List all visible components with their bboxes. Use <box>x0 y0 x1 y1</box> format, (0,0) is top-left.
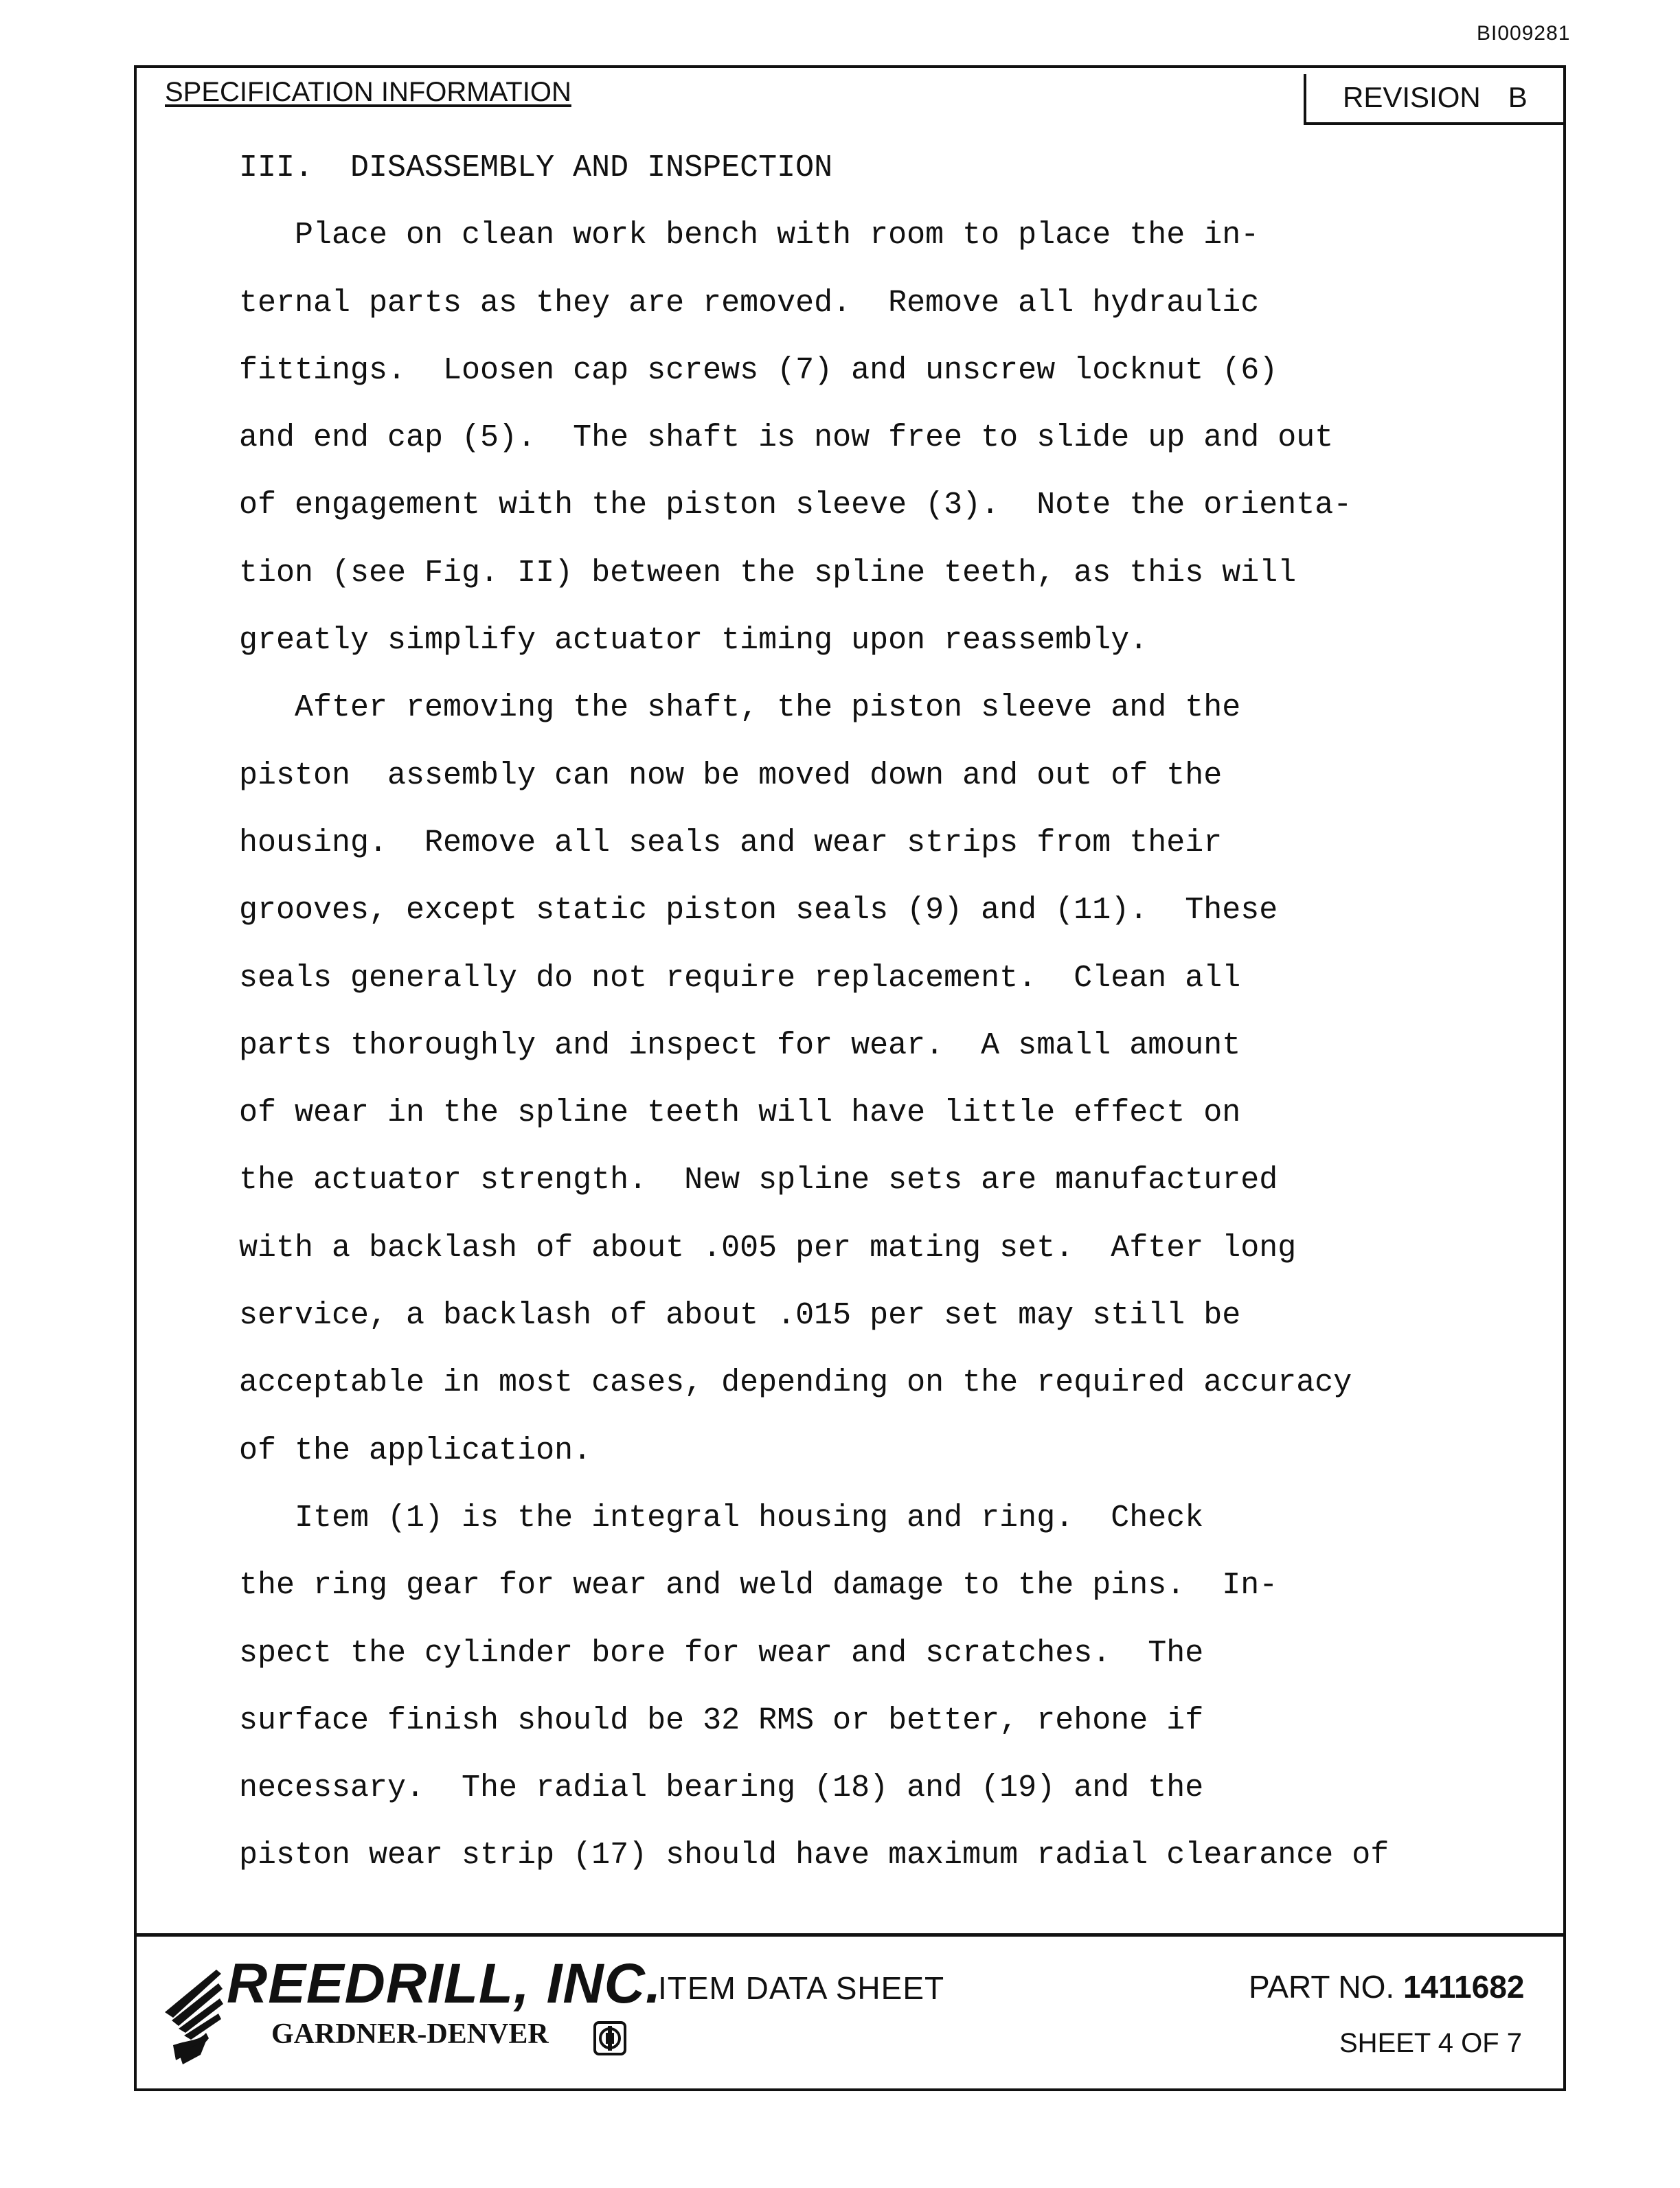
body-line: surface finish should be 32 RMS or better, rehone if <box>239 1702 1204 1738</box>
gardner-denver-emblem-icon <box>593 2020 627 2056</box>
body-line: housing. Remove all seals and wear strips from their <box>239 825 1223 861</box>
body-line: ternal parts as they are removed. Remove all hydraulic <box>239 285 1260 321</box>
body-line: After removing the shaft, the piston sleeve and the <box>239 690 1241 726</box>
body-line: acceptable in most cases, depending on the required accuracy <box>239 1365 1352 1401</box>
body-line: necessary. The radial bearing (18) and (19) and the <box>239 1770 1204 1806</box>
body-line: greatly simplify actuator timing upon reassembly. <box>239 623 1148 659</box>
body-line: grooves, except static piston seals (9) and (11). These <box>239 893 1278 928</box>
revision-letter: B <box>1508 81 1528 113</box>
revision-label: REVISION <box>1343 81 1481 113</box>
body-line: the ring gear for wear and weld damage to the pins. In- <box>239 1568 1278 1604</box>
body-line: service, a backlash of about .015 per set may still be <box>239 1298 1241 1334</box>
section-title: III. DISASSEMBLY AND INSPECTION <box>239 150 833 185</box>
body-line: of wear in the spline teeth will have little effect on <box>239 1095 1241 1131</box>
sheet-number: SHEET 4 OF 7 <box>1339 2028 1523 2058</box>
spec-info-label: SPECIFICATION INFORMATION <box>165 77 571 107</box>
body-line: with a backlash of about .005 per mating set. After long <box>239 1230 1297 1266</box>
body-line: and end cap (5). The shaft is now free to slide up and out <box>239 420 1334 456</box>
drill-bit-icon <box>158 1964 227 2067</box>
body-line: tion (see Fig. II) between the spline teeth, as this will <box>239 555 1297 591</box>
body-line: Place on clean work bench with room to place the in- <box>239 218 1260 253</box>
body-line: Item (1) is the integral housing and ring. Check <box>239 1500 1204 1536</box>
parent-company: GARDNER-DENVER <box>271 2018 549 2050</box>
company-logo <box>158 1952 662 2074</box>
document-id: BI009281 <box>1477 22 1571 45</box>
body-line: fittings. Loosen cap screws (7) and unscrew locknut (6) <box>239 352 1278 388</box>
body-line: of engagement with the piston sleeve (3). Note the orienta- <box>239 488 1352 523</box>
company-name: REEDRILL, INC. <box>227 1952 662 2015</box>
document-body <box>239 144 1544 1900</box>
revision <box>1343 81 1528 114</box>
footer-divider <box>134 1933 1566 1937</box>
part-number <box>1249 1968 1525 2005</box>
body-line: piston assembly can now be moved down and out of the <box>239 757 1223 793</box>
part-number-value: 1411682 <box>1403 1969 1525 2005</box>
body-line: seals generally do not require replacement. Clean all <box>239 960 1241 996</box>
body-line: piston wear strip (17) should have maximum radial clearance of <box>239 1838 1389 1873</box>
body-line: of the application. <box>239 1433 592 1468</box>
body-line: spect the cylinder bore for wear and scratches. The <box>239 1635 1204 1671</box>
item-data-sheet-title: ITEM DATA SHEET <box>658 1970 945 2006</box>
part-label: PART NO. <box>1249 1969 1395 2005</box>
body-line: parts thoroughly and inspect for wear. A small amount <box>239 1027 1241 1063</box>
body-line: the actuator strength. New spline sets are manufactured <box>239 1163 1278 1198</box>
